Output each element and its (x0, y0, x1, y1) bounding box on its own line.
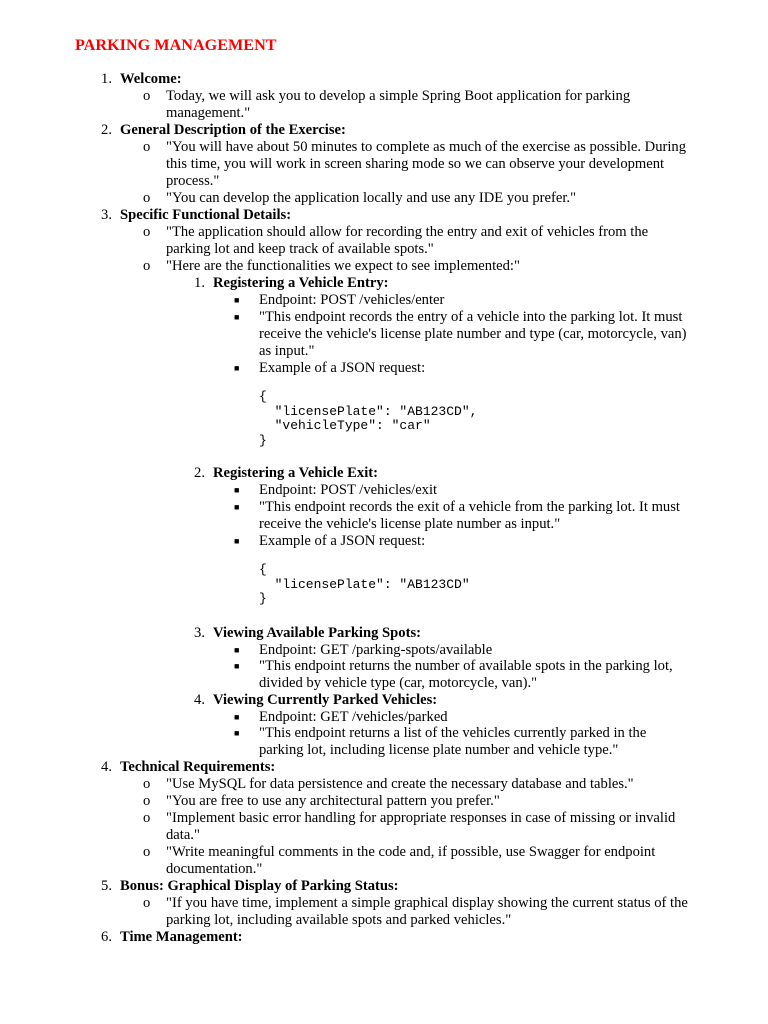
bullet-text: "If you have time, implement a simple graphical display showing the current status of the parking lot, including available spots and parked vehicles." (166, 895, 688, 928)
bullet-marker: o (143, 190, 151, 206)
functionality-number: 3. (194, 625, 205, 641)
bullet-text: "The application should allow for recording the entry and exit of vehicles from the parking lot and keep track of available spots." (166, 224, 649, 257)
square-bullet-icon: ■ (234, 312, 240, 322)
square-bullet-icon: ■ (234, 645, 240, 655)
section-heading: General Description of the Exercise: (120, 122, 346, 138)
square-bullet-icon: ■ (234, 712, 240, 722)
functionality-heading: Viewing Currently Parked Vehicles: (213, 692, 438, 708)
point-text: Example of a JSON request: (259, 360, 426, 376)
bullet-marker: o (143, 139, 151, 155)
point-text: Endpoint: GET /parking-spots/available (259, 642, 493, 658)
point-text: "This endpoint returns the number of available spots in the parking lot, divided by vehicle type (car, motorcycle, van)." (259, 658, 673, 691)
section-heading: Bonus: Graphical Display of Parking Status: (120, 878, 399, 894)
functionality-number: 2. (194, 465, 205, 481)
square-bullet-icon: ■ (234, 295, 240, 305)
square-bullet-icon: ■ (234, 485, 240, 495)
point-text: "This endpoint records the entry of a vehicle into the parking lot. It must receive the vehicle's license plate number and type (car, motorcycle, van) as input." (259, 309, 687, 359)
square-bullet-icon: ■ (234, 502, 240, 512)
bullet-marker: o (143, 776, 151, 792)
bullet-marker: o (143, 793, 151, 809)
bullet-text: "Write meaningful comments in the code and, if possible, use Swagger for endpoint documentation." (166, 844, 656, 877)
bullet-text: "Here are the functionalities we expect to see implemented:" (166, 258, 520, 274)
section-number: 6. (101, 929, 112, 945)
square-bullet-icon: ■ (234, 363, 240, 373)
point-text: Example of a JSON request: (259, 533, 426, 549)
functionality-heading: Registering a Vehicle Entry: (213, 275, 389, 291)
square-bullet-icon: ■ (234, 728, 240, 738)
square-bullet-icon: ■ (234, 661, 240, 671)
bullet-text: "You are free to use any architectural pattern you prefer." (166, 793, 500, 809)
bullet-marker: o (143, 224, 151, 240)
bullet-text: Today, we will ask you to develop a simple Spring Boot application for parking management." (166, 88, 631, 121)
point-text: Endpoint: POST /vehicles/enter (259, 292, 445, 308)
section-heading: Time Management: (120, 929, 243, 945)
page-title: PARKING MANAGEMENT (75, 36, 277, 54)
section-number: 2. (101, 122, 112, 138)
bullet-text: "Implement basic error handling for appropriate responses in case of missing or invalid data." (166, 810, 676, 843)
section-number: 3. (101, 207, 112, 223)
functionality-heading: Viewing Available Parking Spots: (213, 625, 421, 641)
section-number: 1. (101, 71, 112, 87)
point-text: Endpoint: POST /vehicles/exit (259, 482, 438, 498)
json-code-block: { "licensePlate": "AB123CD" } (259, 562, 470, 606)
bullet-text: "You can develop the application locally and use any IDE you prefer." (166, 190, 577, 206)
functionality-number: 4. (194, 692, 205, 708)
json-code-block: { "licensePlate": "AB123CD", "vehicleType": "car" } (259, 389, 478, 448)
bullet-marker: o (143, 895, 151, 911)
bullet-text: "You will have about 50 minutes to complete as much of the exercise as possible. During this time, you will work in screen sharing mode so we can observe your development process." (166, 139, 687, 189)
functionality-number: 1. (194, 275, 205, 291)
section-heading: Specific Functional Details: (120, 207, 292, 223)
section-number: 4. (101, 759, 112, 775)
point-text: "This endpoint returns a list of the vehicles currently parked in the parking lot, including license plate number and vehicle type." (259, 725, 647, 758)
section-heading: Welcome: (120, 71, 182, 87)
point-text: "This endpoint records the exit of a vehicle from the parking lot. It must receive the vehicle's license plate number as input." (259, 499, 680, 532)
section-heading: Technical Requirements: (120, 759, 276, 775)
bullet-text: "Use MySQL for data persistence and create the necessary database and tables." (166, 776, 634, 792)
point-text: Endpoint: GET /vehicles/parked (259, 709, 448, 725)
square-bullet-icon: ■ (234, 536, 240, 546)
bullet-marker: o (143, 258, 151, 274)
bullet-marker: o (143, 810, 151, 826)
section-number: 5. (101, 878, 112, 894)
bullet-marker: o (143, 88, 151, 104)
bullet-marker: o (143, 844, 151, 860)
functionality-heading: Registering a Vehicle Exit: (213, 465, 378, 481)
